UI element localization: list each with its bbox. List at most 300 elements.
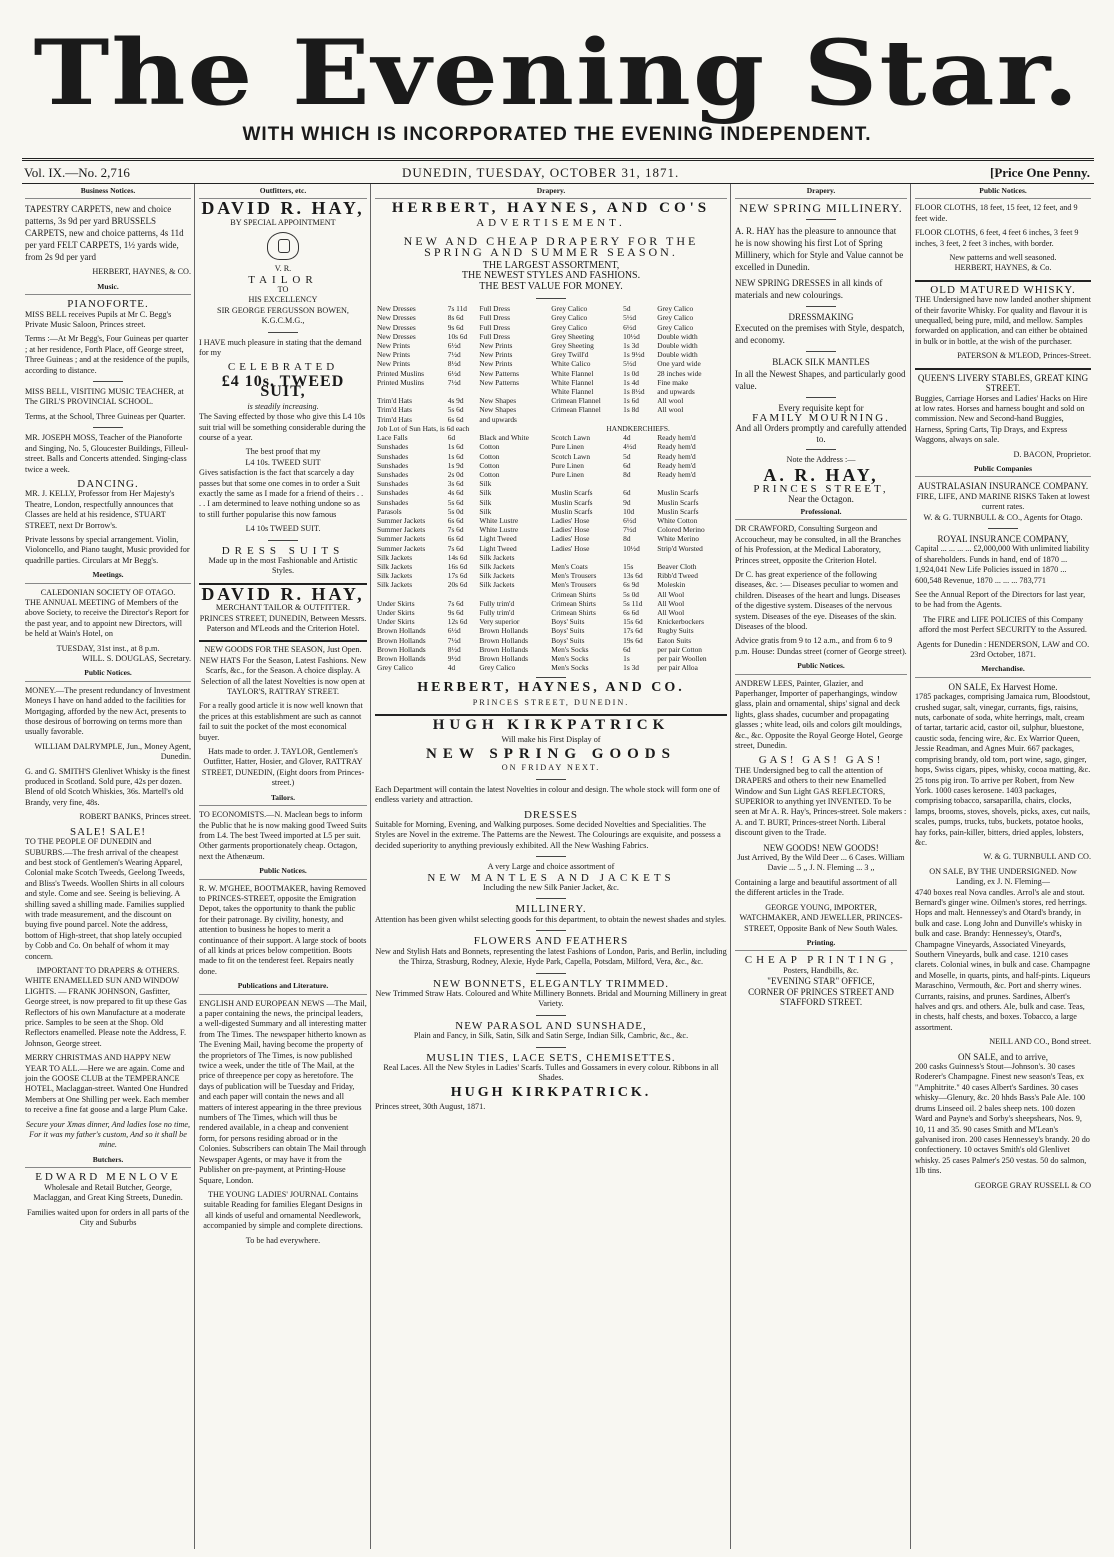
ad-heading: A. R. HAY, [763, 464, 879, 485]
on-sale-heading: ON SALE, and to arrive, [958, 1051, 1048, 1062]
table-cell: New Patterns [479, 368, 519, 378]
table-cell: 1s [623, 653, 630, 663]
section-heading: Tailors. [199, 793, 367, 806]
whisky-ad: G. and G. SMITH'S Glenlivet Whisky is the finest produced in Scotland. Sold pure, 42s per dozen. Blend of old Scotch Whiskies, 36s. Martell's old Brandy, very fine, 48s. [25, 766, 191, 807]
christmas-ad: MERRY CHRISTMAS AND HAPPY NEW YEAR TO ALL.—Here we are again. Come and join the GOOSE CLUB at the TEMPERANCE HOTEL, Maclaggan-street. Wanted One Hundred Members at One Shilling per week. Each member to receive a fine fat goose and a large Plum Cake. [25, 1053, 189, 1115]
table-cell: Grey Calico [479, 663, 516, 673]
floor-signature: HERBERT, HAYNES, & Co. [954, 263, 1052, 273]
table-cell: White Flannel [551, 387, 594, 397]
table-cell: Silk Jackets [377, 580, 413, 590]
table-cell: Muslin Scarfs [657, 497, 699, 507]
ad-heading: EDWARD MENLOVE [35, 1171, 181, 1184]
table-cell: Muslin Scarfs [657, 506, 699, 516]
table-cell: New Patterns [479, 377, 519, 387]
table-cell: Printed Muslins [377, 377, 425, 387]
table-cell: 7s 6d [447, 543, 464, 553]
table-cell: Ladies' Hose [551, 525, 590, 535]
christmas-verse: Secure your Xmas dinner, And ladies lose no time, For it was my father's custom, And so it shall be mine. [25, 1119, 191, 1150]
table-cell: Summer Jackets [377, 543, 426, 553]
parasol-heading: NEW PARASOL AND SUNSHADE, [455, 1019, 647, 1032]
cheap-drapery-heading: NEW AND CHEAP DRAPERY FOR THE SPRING AND SUMMER SEASON. [403, 234, 699, 259]
floor-cloths-ad: FLOOR CLOTHS, 6 feet, 4 feet 6 inches, 3 feet 9 inches, 3 feet, 2 feet 3 inches, with border. [915, 228, 1079, 248]
appointment-line: BY SPECIAL APPOINTMENT [230, 217, 336, 227]
on-sale-text: 1785 packages, comprising Jamaica rum, Bloodstout, crushed sugar, salt, vinegar, currants, figs, raisins, nuts, carbonate of soda, white herrings, malt, cream of tartar, tartaric acid, castor oil, sulphur, bluestone, caustic soda, fencing wire, &c. Ex Warrior Queen, Jessie Readman, and Agnes Muir. 667 packages, comprising brandy, old tom, port wine, sago, ginger, hops, Swiss cigars, pipes, whisky, cocoa matting, &c. 25 tons pig iron. To arrive per Robert, from New York. 1000 cases kerosene. 1403 packages, comprising tobacco, sarsaparilla, chairs, clocks, lamps, brooms, stoves, shovels, picks, axes, cut nails, scales, pumps, trucks, tubs, buckets, potatoe hooks, hay forks, pain-killer, bitters, dried apples, lobsters, &c. [915, 692, 1091, 847]
table-cell: Ready hem'd [657, 442, 696, 452]
table-cell: New Dresses [377, 304, 416, 314]
table-cell: 7½d [623, 525, 637, 535]
table-cell: Pure Linen [551, 442, 584, 452]
table-row [375, 461, 727, 470]
divider [268, 332, 298, 333]
section-heading: Meetings. [25, 570, 191, 583]
printing-text: Posters, Handbills, &c. [783, 965, 859, 975]
table-cell: New Prints [479, 341, 513, 351]
tweed-suit-heading: £4 10s. TWEED SUIT, [221, 372, 345, 401]
table-cell: Trim'd Hats [377, 414, 412, 424]
table-cell: 1s 8½d [623, 387, 645, 397]
table-cell: Under Skirts [377, 617, 415, 627]
table-row [375, 433, 727, 442]
table-cell: Men's Socks [551, 653, 589, 663]
table-row [375, 525, 727, 534]
volume-number: Vol. IX.—No. 2,716 [24, 165, 130, 180]
divider [806, 219, 836, 220]
octagon-line: Near the Octagon. [788, 494, 854, 505]
section-heading: Public Notices. [25, 668, 191, 681]
divider [806, 306, 836, 307]
table-cell: All wool [657, 396, 684, 406]
kelly-ad: MR. J. KELLY, Professor from Her Majesty's Theatre, London, respectfully announces that Classes are held at his residence, STUART STREET, next Dr Borrow's. [25, 489, 175, 530]
ad-dateline: Princes street, 30th August, 1871. [375, 1102, 486, 1112]
table-cell [375, 590, 446, 599]
table-cell: 9s 6d [447, 607, 464, 617]
advertisement-line: ADVERTISEMENT. [476, 216, 626, 229]
flowers-heading: FLOWERS AND FEATHERS [473, 935, 629, 948]
divider [536, 930, 566, 931]
table-cell: Sunshades [377, 497, 409, 507]
table-cell: Summer Jackets [377, 534, 426, 544]
table-row [375, 608, 727, 617]
table-cell: 4d [623, 433, 631, 443]
table-cell [621, 479, 655, 488]
section-heading: Public Notices. [199, 866, 367, 879]
table-cell: Men's Socks [551, 644, 589, 654]
masthead [0, 0, 1114, 180]
section-heading: Music. [25, 282, 191, 295]
section-heading: Printing. [735, 938, 907, 951]
table-row [375, 645, 727, 654]
turnbull-line: W. & G. TURNBULL & CO., Agents for Otago. [923, 512, 1083, 522]
table-row [375, 341, 727, 350]
table-row [375, 424, 727, 433]
table-row [375, 626, 727, 635]
table-cell: Men's Coats [551, 561, 588, 571]
table-row [375, 599, 727, 608]
table-cell: Trim'd Hats [377, 405, 412, 415]
table-cell: Muslin Scarfs [551, 506, 593, 516]
section-heading: Outfitters, etc. [199, 186, 367, 199]
bell-terms: Terms :—At Mr Begg's, Four Guineas per quarter ; at her residence, Forth Place, off George street, Three Guineas ; and at the residence of the pupils, according to distance. [25, 334, 190, 375]
ad-heading: CALEDONIAN SOCIETY OF OTAGO. [40, 587, 176, 597]
whisky-signature: PATERSON & M'LEOD, Princes-Street. [957, 351, 1091, 361]
table-cell: Full Dress [479, 304, 510, 314]
table-row [375, 323, 727, 332]
table-cell: Sunshades [377, 460, 409, 470]
table-cell: 5s 6d [447, 405, 464, 415]
table-row [375, 534, 727, 543]
table-row [375, 654, 727, 663]
table-cell: 9d [623, 497, 631, 507]
section-heading: Public Companies [915, 464, 1091, 477]
table-cell: 1s 9d [447, 460, 464, 470]
table-cell: New Shapes [479, 405, 517, 415]
ad-signature: HUGH KIRKPATRICK. [450, 1084, 652, 1100]
table-cell: Silk Jackets [479, 580, 515, 590]
table-cell: 7½d [447, 377, 461, 387]
table-cell: Ribb'd Tweed [657, 571, 698, 581]
table-cell: Double width [657, 350, 698, 360]
dress-suits-text: Made up in the most Fashionable and Artistic Styles. [208, 555, 358, 576]
table-cell: Scotch Lawn [551, 433, 591, 443]
pleasure-text: I HAVE much pleasure in stating that the demand for my [199, 337, 362, 358]
table-cell: Grey Calico [657, 322, 694, 332]
divider [806, 351, 836, 352]
table-cell: 6s 6d [447, 534, 464, 544]
table-cell: 19s 6d [623, 635, 643, 645]
table-cell: 7s 6d [447, 525, 464, 535]
table-cell: Very superior [479, 617, 520, 627]
table-cell: 6½d [623, 515, 637, 525]
table-cell: Crimean Shirts [551, 589, 596, 599]
divider [536, 856, 566, 857]
table-cell [621, 553, 655, 562]
table-row [375, 479, 727, 488]
table-cell: 12s 6d [447, 617, 468, 627]
table-cell: Brown Hollands [479, 626, 529, 636]
table-row [375, 350, 727, 359]
newest-line: THE NEWEST STYLES AND FASHIONS. [461, 270, 641, 282]
table-cell: Pure Linen [551, 460, 584, 470]
requisite-line: Every requisite kept for [778, 402, 864, 413]
table-cell: Men's Socks [551, 663, 589, 673]
table-cell: Men's Trousers [551, 580, 597, 590]
table-cell: 1s 6d [447, 442, 464, 452]
table-cell: 13s 6d [623, 571, 643, 581]
report-text: See the Annual Report of the Directors for last year, to be had from the Agents. [915, 590, 1086, 610]
table-cell: Sunshades [377, 451, 409, 461]
table-cell: Summer Jackets [377, 515, 426, 525]
table-cell: Silk [479, 497, 492, 507]
table-cell: 10½d [623, 543, 640, 553]
table-cell: 9s 6d [447, 322, 464, 332]
dress-suits-heading: DRESS SUITS [221, 544, 345, 557]
table-cell: 6d [623, 460, 631, 470]
table-cell: 28 inches wide [657, 368, 702, 378]
dressmaking-heading: DRESSMAKING [788, 311, 854, 322]
table-cell: Fully trim'd [479, 598, 515, 608]
divider [93, 381, 123, 382]
table-cell: Ladies' Hose [551, 534, 590, 544]
newspaper-subtitle: WITH WHICH IS INCORPORATED THE EVENING INDEPENDENT. [242, 124, 872, 145]
table-row [375, 663, 727, 672]
journal-ad: THE YOUNG LADIES' JOURNAL Contains suitable Reading for families Elegant Designs in all kinds of useful and ornamental Needlework, accompanied by simple and complete directions. [203, 1189, 363, 1231]
divider [536, 1047, 566, 1048]
table-row [375, 452, 727, 461]
table-cell [549, 479, 621, 488]
table-cell: 6½d [447, 626, 461, 636]
vr-line: V. R. [274, 264, 292, 274]
divider [806, 449, 836, 450]
table-row [375, 553, 727, 562]
table-cell: Ready hem'd [657, 451, 696, 461]
divider [536, 973, 566, 974]
table-cell: Fine make [657, 377, 689, 387]
table-cell: Crimean Flannel [551, 405, 601, 415]
table-cell: per pair Woollen [657, 653, 707, 663]
menlove-note: Families waited upon for orders in all parts of the City and Suburbs [26, 1207, 190, 1227]
flowers-text: New and Stylish Hats and Bonnets, representing the latest Fashions of London, Paris, and Berlin, including the Thirza, Strasburg, Rodney, Alexie, Hyde Park, Capella, Potsdam, Milford, Vera, &c., &c. [375, 946, 727, 967]
table-cell: Double width [657, 331, 698, 341]
table-cell: Silk Jackets [479, 552, 515, 562]
agents-text: Agents for Dunedin : HENDERSON, LAW and CO. 23rd October, 1871. [916, 639, 1090, 660]
table-cell: 15s 6d [623, 617, 643, 627]
table-cell: One yard wide [657, 359, 701, 369]
table-cell: Silk Jackets [377, 561, 413, 571]
menlove-ad: Wholesale and Retail Butcher, George, Maclaggan, and Great King Streets, Dunedin. [33, 1182, 183, 1203]
newspaper-title: The Evening Star. [33, 20, 1081, 126]
table-cell: 1s 9½d [623, 350, 645, 360]
table-cell: Trim'd Hats [377, 396, 412, 406]
table-cell: Scotch Lawn [551, 451, 591, 461]
table-cell: 14s 6d [447, 552, 468, 562]
table-cell: 5½d [623, 313, 637, 323]
crawford-advice: Advice gratis from 9 to 12 a.m., and from 6 to 9 p.m. House: Dundas street (corner of George street). [735, 636, 907, 656]
table-cell: White Lustre [479, 515, 519, 525]
table-cell: White Calico [551, 359, 591, 369]
parasol-text: Plain and Fancy, in Silk, Satin, Silk and Satin Serge, Indian Silk, Cambric, &c., &c. [413, 1031, 689, 1041]
ad-heading: HUGH KIRKPATRICK [432, 717, 670, 734]
price: [Price One Penny. [989, 165, 1090, 180]
divider [536, 779, 566, 780]
table-cell: per pair Alloa [657, 663, 698, 673]
millinery-heading: NEW SPRING MILLINERY. [739, 201, 903, 216]
table-cell: Full Dress [479, 331, 510, 341]
table-cell: White Cotton [657, 515, 698, 525]
table-cell: Muslin Scarfs [551, 488, 593, 498]
table-row [375, 470, 727, 479]
table-cell: Beaver Cloth [657, 561, 697, 571]
table-cell: Sunshades [377, 488, 409, 498]
table-cell: 8s 6d [447, 313, 464, 323]
display-line: Will make his First Display of [501, 734, 601, 744]
table-row [375, 442, 727, 451]
table-cell: Fully trim'd [479, 607, 515, 617]
table-cell: Grey Calico [551, 313, 588, 323]
table-row [375, 507, 727, 516]
column-drapery [372, 184, 731, 1549]
proof-line: The best proof that my [245, 447, 321, 457]
table-cell: HANDKERCHIEFS. [606, 423, 670, 433]
capital-text: Capital ... ... ... ... £2,000,000 With unlimited liability of shareholders. Funds in hand, end of 1870 ... 1,924,041 New Life Policies issued in 1870 ... 600,548 Revenue, 1870 ... ... ... 783,771 [915, 544, 1090, 585]
table-cell: 7½d [447, 350, 461, 360]
office-line: "EVENING STAR" OFFICE, [767, 976, 875, 987]
table-row [375, 415, 727, 424]
on-sale-heading: ON SALE, BY THE UNDERSIGNED. Now Landing, ex J. N. Fleming— [929, 866, 1077, 887]
mourning-heading: FAMILY MOURNING. [752, 412, 890, 425]
on-sale-signature: NEILL AND CO., Bond street. [989, 1037, 1091, 1047]
table-row [375, 396, 727, 405]
excellency-line: HIS EXCELLENCY [248, 295, 318, 305]
gas-text: THE Undersigned beg to call the attention of DRAPERS and others to their new Enamelled Window and Sun Light GAS REFLECTORS, SUPERIOR to anything yet INVENTED. To be seen at Mr A. R. Hay's, Princes-street. Sole makers : A. and T. BURT, Princes-street North. Liberal discount given to the Trade. [735, 765, 907, 838]
column-outfitters [196, 184, 371, 1549]
bell-teacher-terms: Terms, at the School, Three Guineas per Quarter. [25, 411, 186, 421]
whisky-signature: ROBERT BANKS, Princes street. [79, 812, 191, 822]
carpets-ad: TAPESTRY CARPETS, new and choice patterns, 3s 9d per yard BRUSSELS CARPETS, new and choice patterns, 4s 11d per yard FELT CARPETS, 1½ yards wide, from 2s 9d per yard [25, 204, 184, 263]
australasian-heading: AUSTRALASIAN INSURANCE COMPANY. [917, 481, 1089, 492]
table-cell: Black and White [479, 433, 529, 443]
young-ad: GEORGE YOUNG, IMPORTER, WATCHMAKER, AND JEWELLER, PRINCES-STREET, Opposite Bank of New South Wales. [739, 902, 903, 933]
table-cell: Under Skirts [377, 607, 415, 617]
table-cell: Silk [479, 506, 492, 516]
table-cell: New Dresses [377, 313, 416, 323]
table-cell: 1s 6d [447, 451, 464, 461]
table-cell: Muslin Scarfs [657, 488, 699, 498]
table-cell: Lace Falls [377, 433, 408, 443]
royal-arms-icon [267, 232, 299, 260]
australasian-text: FIRE, LIFE, AND MARINE RISKS Taken at lowest current rates. [916, 491, 1090, 512]
table-cell: 6s 6d [623, 607, 639, 617]
table-row [375, 636, 727, 645]
bonnets-heading: NEW BONNETS, ELEGANTLY TRIMMED. [433, 977, 669, 990]
table-cell: 1s 6d [623, 396, 639, 406]
journal-note: To be had everywhere. [245, 1235, 321, 1245]
table-cell: Silk Jackets [377, 552, 413, 562]
policies-text: The FIRE and LIFE POLICIES of this Company afford the most Perfect SECURITY to the Assured. [919, 614, 1087, 635]
table-cell: Eaton Suits [657, 635, 692, 645]
table-cell: 4d [447, 663, 456, 673]
increasing-line: is steadily increasing. [247, 401, 319, 411]
taylor-goods-ad: NEW GOODS FOR THE SEASON, Just Open. NEW HATS For the Season, Latest Fashions. New Scarfs, &c., for the Season. A choice display. A Selection of all the latest Novelties is now open at TAYLOR'S, RATTRAY STREET. [199, 645, 367, 697]
table-cell: Ready hem'd [657, 460, 696, 470]
table-cell: All wool [657, 405, 684, 415]
arrived-text: Just Arrived, By the Wild Deer ... 6 Cases. William Davie ... 5 ,, J. N. Fleming ... 3 ,, [737, 853, 905, 873]
table-cell: Grey Calico [657, 304, 694, 314]
table-cell: 6d [623, 644, 631, 654]
table-cell: 4½d [623, 442, 637, 452]
crawford-diseases: Dr C. has great experience of the following diseases, &c. :— Diseases peculiar to women and children. Diseases of the heart and lungs. Diseases of the digestive system. Diseases of the nervous system. Diseases of the eye. Diseases of the skin. Diseases of the blood. [735, 569, 901, 631]
table-cell: Brown Hollands [377, 653, 426, 663]
table-cell: 1s 3d [623, 663, 639, 673]
table-cell: 8½d [447, 644, 461, 654]
table-cell: Grey Calico [377, 663, 413, 673]
table-cell: 10½d [623, 331, 640, 341]
caledonian-ad: THE ANNUAL MEETING of Members of the above Society, to receive the Director's Report for the past year, and to appoint new Directors, will be held at Wain's Hotel, on [25, 597, 189, 639]
table-cell: 9½d [447, 653, 461, 663]
table-row [375, 405, 727, 414]
table-cell: 7s 6d [447, 598, 464, 608]
section-heading: Public Notices. [915, 186, 1091, 199]
table-cell: Job Lot of Sun Hats, is 6d each [377, 423, 470, 433]
table-cell: 6s 9d [623, 580, 639, 590]
divider [915, 280, 1091, 282]
column-business-notices [22, 184, 195, 1549]
table-cell: Summer Jackets [377, 525, 426, 535]
divider [536, 1015, 566, 1016]
section-heading: Professional. [735, 507, 907, 520]
mantles-intro: A very Large and choice assortment of [487, 862, 615, 872]
kelly-details: Private lessons by special arrangement. Violin, Violoncello, and Piano taught, Music provided for quadrille parties. Circulars at Mr Begg's. [25, 534, 190, 565]
divider [268, 540, 298, 541]
table-cell: 5s 0d [623, 589, 639, 599]
table-cell: 5s 0d [447, 506, 464, 516]
ad-heading: PIANOFORTE. [67, 298, 149, 311]
ad-heading: HERBERT, HAYNES, AND CO. [417, 680, 685, 696]
ad-heading: DAVID R. HAY, [201, 583, 365, 604]
table-cell: Double width [657, 341, 698, 351]
table-cell: 7½d [447, 635, 461, 645]
dresses-heading: DRESSES [523, 808, 579, 821]
whisky-text: THE Undersigned have now landed another shipment of their favorite Whisky. For quality and flavour it is unequalled, being pure, mild, and mellow. Samples forwarded on application, and can either be obtained in bulk or in bottle, at the wish of the purchaser. [915, 295, 1091, 346]
table-cell: 6d [447, 433, 456, 443]
friday-line: ON FRIDAY NEXT. [501, 763, 601, 773]
celebrated-line: CELEBRATED [227, 361, 339, 374]
saving-text: The Saving effected by those who give this L4 10s suit trial will be something considerable during the course of a year. [199, 412, 366, 442]
gives-text: Gives satisfaction is the fact that scarcely a day passes but that some one comes in to order a Suit exactly the same as I made for a friend of theirs . . . . I am determined to leave nothing undone so as to still further popularise this now famous [199, 468, 364, 519]
mantles-text: Including the new Silk Panier Jacket, &c. [483, 883, 619, 893]
section-heading: Drapery. [735, 186, 907, 199]
princes-line: PRINCES STREET, [753, 483, 889, 496]
table-row [375, 498, 727, 507]
containing-text: Containing a large and beautiful assortment of all the different articles in the Trade. [735, 877, 897, 898]
stables-heading: QUEEN'S LIVERY STABLES, GREAT KING STREET. [917, 372, 1089, 394]
table-row [375, 544, 727, 553]
tailor-line: TAILOR [248, 273, 318, 286]
caledonian-signature: WILL. S. DOUGLAS, Secretary. [82, 654, 191, 663]
table-row [375, 313, 727, 322]
table-row [375, 304, 727, 313]
table-cell: 1s 0d [623, 368, 639, 378]
table-cell [655, 415, 727, 424]
divider [199, 640, 367, 642]
millinery-heading: MILLINERY. [515, 903, 587, 916]
table-row [375, 590, 727, 599]
table-cell: 5d [623, 304, 631, 314]
table-cell: Knickerbockers [657, 617, 705, 627]
bell-teacher-ad: MISS BELL, VISITING MUSIC TEACHER, at The GIRL'S PROVINCIAL SCHOOL. [25, 387, 184, 407]
table-cell: Crimean Shirts [551, 598, 596, 608]
table-cell: Grey Calico [551, 304, 588, 314]
dressmaking-text: Executed on the premises with Style, despatch, and economy. [735, 323, 905, 346]
price-list-table [375, 304, 727, 672]
column-public-merchandise [912, 184, 1094, 1549]
printing-heading: CHEAP PRINTING, [744, 954, 898, 967]
table-cell: Light Tweed [479, 543, 517, 553]
table-cell: Muslin Scarfs [551, 497, 593, 507]
largest-line: THE LARGEST ASSORTMENT, [482, 260, 620, 272]
bell-ad: MISS BELL receives Pupils at Mr C. Begg's Private Music Saloon, Princes street. [25, 309, 172, 330]
muslin-heading: MUSLIN TIES, LACE SETS, CHEMISETTES. [426, 1051, 676, 1064]
table-row [375, 378, 727, 387]
table-cell: Grey Calico [657, 313, 694, 323]
table-cell [621, 415, 655, 424]
table-cell: Sunshades [377, 469, 409, 479]
on-sale-heading: ON SALE, Ex Harvest Home. [948, 681, 1058, 692]
table-cell: Full Dress [479, 313, 510, 323]
issue-date: DUNEDIN, TUESDAY, OCTOBER 31, 1871. [402, 165, 680, 180]
table-cell: Ready hem'd [657, 433, 696, 443]
table-cell: Cotton [479, 469, 500, 479]
dresses-text: Suitable for Morning, Evening, and Walking purposes. Some decided Novelties and Specialities. The Styles are Novel in the extreme. The Patterns are the Newest. The Colourings are exquisite, and possess a decided superiority to anything previously exhibited. All the New Washing Fabrics. [375, 820, 721, 850]
